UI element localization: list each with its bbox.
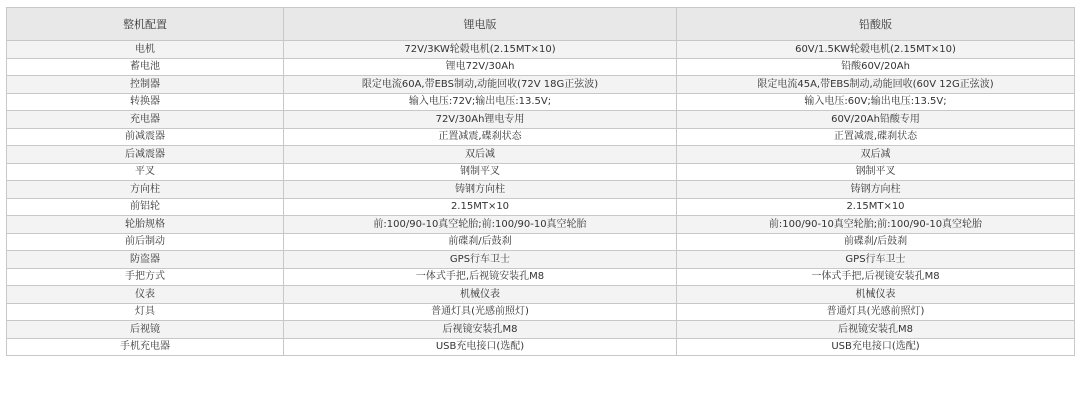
table-row: [7, 163, 1075, 181]
lithium-value: 输入电压:72V;输出电压:13.5V;: [284, 93, 677, 111]
lithium-value: 前:100/90-10真空轮胎;前:100/90-10真空轮胎: [284, 216, 677, 234]
table-row: [7, 268, 1075, 286]
row-label: 灯具: [7, 303, 284, 321]
row-label: 前铝轮: [7, 198, 284, 216]
lithium-value: 锂电72V/30Ah: [284, 58, 677, 76]
row-label: 前减震器: [7, 128, 284, 146]
lead-acid-value: 2.15MT×10: [677, 198, 1075, 216]
table-row: [7, 146, 1075, 164]
row-label: 仪表: [7, 286, 284, 304]
lithium-value: 2.15MT×10: [284, 198, 677, 216]
lead-acid-value: GPS行车卫士: [677, 251, 1075, 269]
lithium-value: 72V/30Ah锂电专用: [284, 111, 677, 129]
lithium-value: 72V/3KW轮毂电机(2.15MT×10): [284, 41, 677, 59]
lithium-value: USB充电接口(选配): [284, 338, 677, 356]
lithium-value: 双后减: [284, 146, 677, 164]
lead-acid-value: 双后减: [677, 146, 1075, 164]
lithium-value: 钢制平叉: [284, 163, 677, 181]
lead-acid-value: 钢制平叉: [677, 163, 1075, 181]
lithium-value: 机械仪表: [284, 286, 677, 304]
lead-acid-value: 正置减震,碟刹状态: [677, 128, 1075, 146]
row-label: 轮胎规格: [7, 216, 284, 234]
row-label: 前后制动: [7, 233, 284, 251]
row-label: 充电器: [7, 111, 284, 129]
table-row: [7, 93, 1075, 111]
lithium-value: 后视镜安装孔M8: [284, 321, 677, 339]
lead-acid-value: 前碟刹/后鼓刹: [677, 233, 1075, 251]
row-label: 电机: [7, 41, 284, 59]
lead-acid-value: 输入电压:60V;输出电压:13.5V;: [677, 93, 1075, 111]
table-row: [7, 321, 1075, 339]
row-label: 后减震器: [7, 146, 284, 164]
table-row: [7, 338, 1075, 356]
table-row: [7, 58, 1075, 76]
table-row: [7, 41, 1075, 59]
table-row: [7, 233, 1075, 251]
lead-acid-value: USB充电接口(选配): [677, 338, 1075, 356]
lithium-value: 前碟刹/后鼓刹: [284, 233, 677, 251]
table-row: [7, 181, 1075, 199]
row-label: 控制器: [7, 76, 284, 94]
header-lithium: 锂电版: [284, 8, 677, 41]
lithium-value: GPS行车卫士: [284, 251, 677, 269]
table-row: [7, 216, 1075, 234]
lead-acid-value: 一体式手把,后视镜安装孔M8: [677, 268, 1075, 286]
spec-table: [6, 7, 1075, 356]
lithium-value: 限定电流60A,带EBS制动,动能回收(72V 18G正弦波): [284, 76, 677, 94]
row-label: 手机充电器: [7, 338, 284, 356]
lead-acid-value: 铅酸60V/20Ah: [677, 58, 1075, 76]
header-lead-acid: 铅酸版: [677, 8, 1075, 41]
lithium-value: 铸钢方向柱: [284, 181, 677, 199]
lead-acid-value: 普通灯具(光感前照灯): [677, 303, 1075, 321]
row-label: 平叉: [7, 163, 284, 181]
row-label: 方向柱: [7, 181, 284, 199]
lead-acid-value: 60V/1.5KW轮毂电机(2.15MT×10): [677, 41, 1075, 59]
header-config: 整机配置: [7, 8, 284, 41]
spec-table-header: [7, 8, 1075, 41]
lithium-value: 普通灯具(光感前照灯): [284, 303, 677, 321]
lead-acid-value: 铸钢方向柱: [677, 181, 1075, 199]
lead-acid-value: 限定电流45A,带EBS制动,动能回收(60V 12G正弦波): [677, 76, 1075, 94]
table-row: [7, 251, 1075, 269]
lithium-value: 正置减震,碟刹状态: [284, 128, 677, 146]
table-row: [7, 128, 1075, 146]
table-row: [7, 303, 1075, 321]
row-label: 手把方式: [7, 268, 284, 286]
lead-acid-value: 机械仪表: [677, 286, 1075, 304]
table-row: [7, 198, 1075, 216]
lead-acid-value: 60V/20Ah铅酸专用: [677, 111, 1075, 129]
spec-table-body: [7, 41, 1075, 356]
lead-acid-value: 后视镜安装孔M8: [677, 321, 1075, 339]
spec-table-container: [6, 7, 1074, 356]
row-label: 转换器: [7, 93, 284, 111]
row-label: 蓄电池: [7, 58, 284, 76]
header-row: [7, 8, 1075, 41]
table-row: [7, 286, 1075, 304]
table-row: [7, 111, 1075, 129]
row-label: 后视镜: [7, 321, 284, 339]
row-label: 防盗器: [7, 251, 284, 269]
lead-acid-value: 前:100/90-10真空轮胎;前:100/90-10真空轮胎: [677, 216, 1075, 234]
lithium-value: 一体式手把,后视镜安装孔M8: [284, 268, 677, 286]
table-row: [7, 76, 1075, 94]
